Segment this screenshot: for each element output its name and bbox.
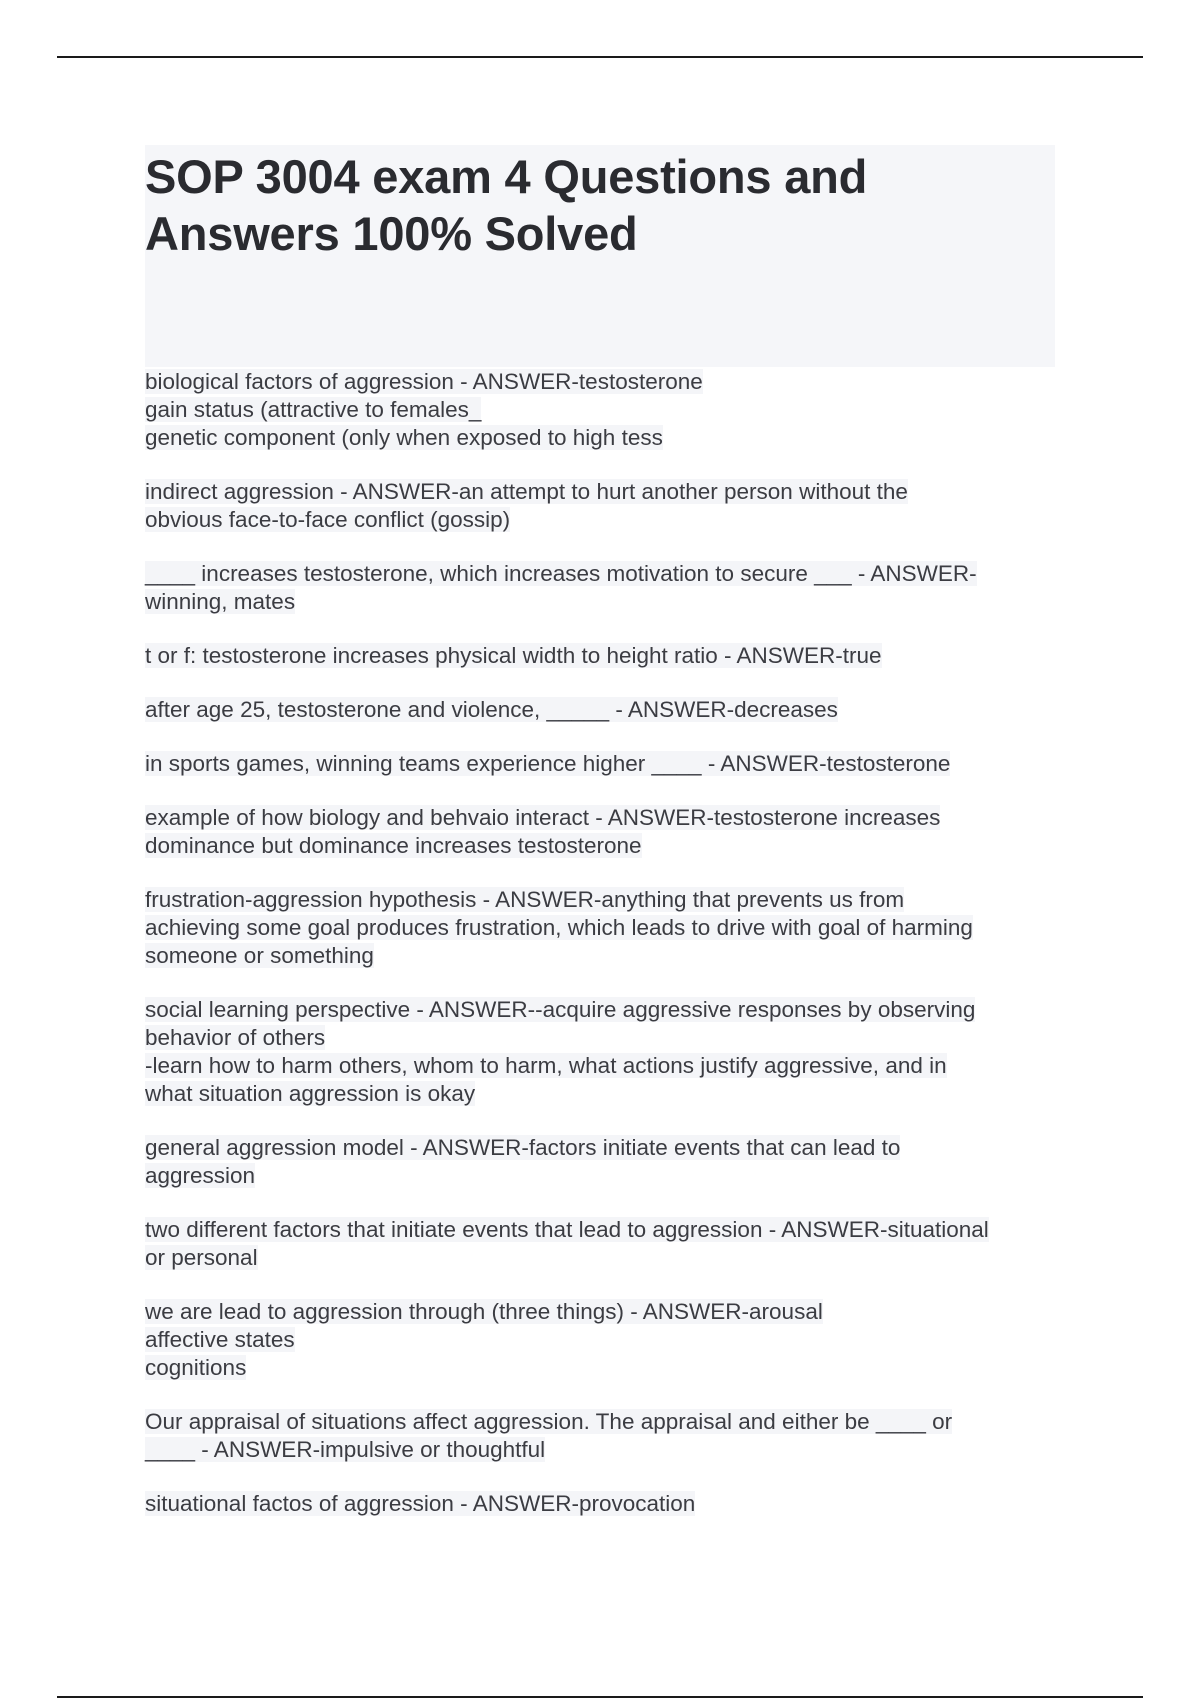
- qa-line-wrap: [145, 1408, 1065, 1436]
- qa-line-wrap: [145, 1354, 1065, 1382]
- qa-item: [145, 1408, 1065, 1464]
- qa-line: frustration-aggression hypothesis - ANSWER-anything that prevents us from: [145, 887, 905, 912]
- qa-line: or personal: [145, 1245, 258, 1270]
- qa-item: [145, 1490, 1065, 1518]
- qa-line-wrap: [145, 1134, 1065, 1162]
- qa-line: example of how biology and behvaio interact - ANSWER-testosterone increases: [145, 805, 941, 830]
- qa-line-wrap: [145, 424, 1065, 452]
- qa-line-wrap: [145, 886, 1065, 914]
- qa-line-wrap: [145, 396, 1065, 424]
- qa-line: gain status (attractive to females_: [145, 397, 482, 422]
- qa-line: in sports games, winning teams experience higher ____ - ANSWER-testosterone: [145, 751, 951, 776]
- qa-item: [145, 750, 1065, 778]
- qa-item: [145, 804, 1065, 860]
- qa-line-wrap: [145, 1024, 1065, 1052]
- qa-line-wrap: [145, 560, 1065, 588]
- qa-list: [145, 368, 1065, 1544]
- qa-line: indirect aggression - ANSWER-an attempt to hurt another person without the: [145, 479, 908, 504]
- qa-line: two different factors that initiate events that lead to aggression - ANSWER-situational: [145, 1217, 989, 1242]
- qa-line-wrap: [145, 1080, 1065, 1108]
- qa-line-wrap: [145, 696, 1065, 724]
- qa-line: someone or something: [145, 943, 374, 968]
- qa-line: Our appraisal of situations affect aggression. The appraisal and either be ____ or: [145, 1409, 953, 1434]
- title-line: Answers 100% Solved: [145, 207, 638, 260]
- qa-line: situational factos of aggression - ANSWER-provocation: [145, 1491, 696, 1516]
- qa-line: affective states: [145, 1327, 295, 1352]
- qa-item: [145, 696, 1065, 724]
- qa-item: [145, 642, 1065, 670]
- qa-line: we are lead to aggression through (three things) - ANSWER-arousal: [145, 1299, 823, 1324]
- qa-line: after age 25, testosterone and violence, _____ - ANSWER-decreases: [145, 697, 838, 722]
- qa-line-wrap: [145, 588, 1065, 616]
- qa-line: biological factors of aggression - ANSWER-testosterone: [145, 369, 703, 394]
- qa-line-wrap: [145, 1162, 1065, 1190]
- qa-line: social learning perspective - ANSWER--acquire aggressive responses by observing: [145, 997, 976, 1022]
- qa-item: [145, 886, 1065, 970]
- qa-line: genetic component (only when exposed to high tess: [145, 425, 663, 450]
- qa-item: [145, 368, 1065, 452]
- qa-line-wrap: [145, 942, 1065, 970]
- qa-item: [145, 478, 1065, 534]
- qa-line-wrap: [145, 914, 1065, 942]
- qa-line-wrap: [145, 996, 1065, 1024]
- qa-line: aggression: [145, 1163, 256, 1188]
- qa-line: ____ increases testosterone, which increases motivation to secure ___ - ANSWER-: [145, 561, 977, 586]
- qa-line-wrap: [145, 1052, 1065, 1080]
- qa-line-wrap: [145, 1436, 1065, 1464]
- title-line: SOP 3004 exam 4 Questions and: [145, 150, 868, 203]
- qa-line: dominance but dominance increases testosterone: [145, 833, 642, 858]
- qa-line-wrap: [145, 506, 1065, 534]
- qa-line-wrap: [145, 478, 1065, 506]
- qa-line: what situation aggression is okay: [145, 1081, 476, 1106]
- qa-line: t or f: testosterone increases physical width to height ratio - ANSWER-true: [145, 643, 882, 668]
- qa-line: general aggression model - ANSWER-factors initiate events that can lead to: [145, 1135, 901, 1160]
- qa-line: winning, mates: [145, 589, 296, 614]
- bottom-rule: [57, 1696, 1143, 1698]
- qa-line: behavior of others: [145, 1025, 326, 1050]
- top-rule: [57, 56, 1143, 58]
- qa-line: ____ - ANSWER-impulsive or thoughtful: [145, 1437, 546, 1462]
- qa-line-wrap: [145, 804, 1065, 832]
- qa-line-wrap: [145, 750, 1065, 778]
- qa-item: [145, 996, 1065, 1108]
- qa-line: -learn how to harm others, whom to harm, what actions justify aggressive, and in: [145, 1053, 947, 1078]
- qa-item: [145, 1298, 1065, 1382]
- qa-item: [145, 1216, 1065, 1272]
- qa-line-wrap: [145, 368, 1065, 396]
- qa-line-wrap: [145, 642, 1065, 670]
- title-block: [145, 145, 1055, 367]
- qa-line: achieving some goal produces frustration, which leads to drive with goal of harming: [145, 915, 973, 940]
- qa-line-wrap: [145, 1326, 1065, 1354]
- qa-line-wrap: [145, 1490, 1065, 1518]
- qa-item: [145, 560, 1065, 616]
- qa-line: obvious face-to-face conflict (gossip): [145, 507, 511, 532]
- qa-item: [145, 1134, 1065, 1190]
- qa-line: cognitions: [145, 1355, 247, 1380]
- qa-line-wrap: [145, 832, 1065, 860]
- qa-line-wrap: [145, 1216, 1065, 1244]
- qa-line-wrap: [145, 1298, 1065, 1326]
- document-title: [145, 145, 1055, 262]
- qa-line-wrap: [145, 1244, 1065, 1272]
